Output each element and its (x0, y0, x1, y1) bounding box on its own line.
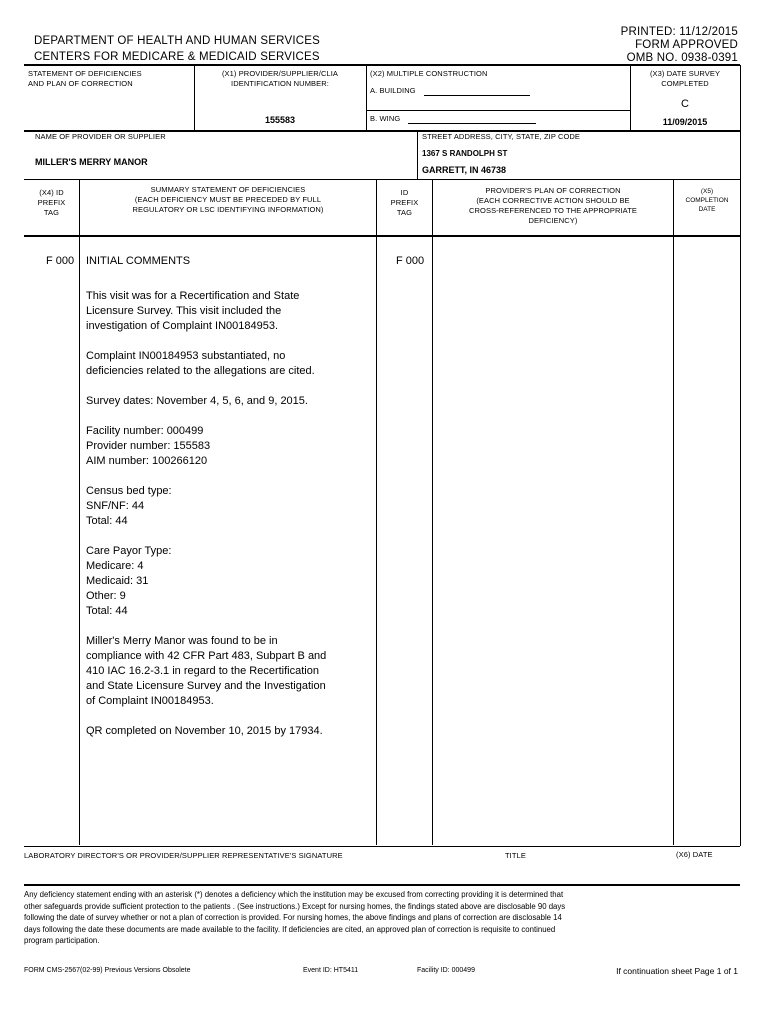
wing-label: B. WING (370, 114, 401, 123)
prefix-tag: F 000 (46, 255, 75, 267)
divider (673, 180, 674, 845)
department-name: DEPARTMENT OF HEALTH AND HUMAN SERVICES (34, 35, 320, 47)
provider-name: MILLER'S MERRY MANOR (35, 157, 148, 167)
x1-label: (X1) PROVIDER/SUPPLIER/CLIA IDENTIFICATION NUMBER: (221, 69, 339, 88)
summary-header: SUMMARY STATEMENT OF DEFICIENCIES (EACH DEFICIENCY MUST BE PRECEDED BY FULL REGULATORY OR LSC IDENTIFYING INFORMATION) (132, 185, 324, 214)
address-label: STREET ADDRESS, CITY, STATE, ZIP CODE (422, 132, 581, 141)
printed-date: PRINTED: 11/12/2015 (620, 26, 738, 38)
provider-name-label: NAME OF PROVIDER OR SUPPLIER (35, 132, 166, 141)
street-address: 1367 S RANDOLPH ST (422, 149, 508, 158)
divider (432, 180, 433, 845)
x5-header: (X5) COMPLETION DATE (685, 188, 729, 213)
omb-number: OMB NO. 0938-0391 (626, 52, 738, 64)
provider-number: 155583 (264, 115, 296, 125)
x6-date-label: (X6) DATE (676, 850, 713, 859)
rule (24, 846, 740, 847)
city-state-zip: GARRETT, IN 46738 (422, 165, 507, 175)
x4-header: (X4) ID PREFIX TAG (37, 188, 66, 217)
divider (79, 180, 80, 845)
divider (366, 65, 367, 131)
divider (376, 180, 377, 845)
top-border (24, 64, 740, 66)
divider (417, 131, 418, 179)
x3-label: (X3) DATE SURVEY COMPLETED (649, 69, 721, 88)
rule (24, 235, 740, 237)
survey-completed-date: 11/09/2015 (662, 117, 708, 127)
wing-blank (408, 123, 536, 124)
id-header: ID PREFIX TAG (390, 188, 419, 217)
building-blank (424, 95, 530, 96)
facility-id: Facility ID: 000499 (417, 967, 475, 974)
x3-code: C (681, 98, 689, 110)
form-approved: FORM APPROVED (635, 39, 738, 51)
rule (24, 179, 740, 180)
statement-label: STATEMENT OF DEFICIENCIES AND PLAN OF CORRECTION (28, 69, 142, 88)
event-id: Event ID: HT5411 (303, 967, 359, 974)
plan-header: PROVIDER'S PLAN OF CORRECTION (EACH CORRECTIVE ACTION SHOULD BE CROSS-REFERENCED TO THE APPROPRIATE DEFICIENCY) (469, 186, 637, 225)
right-border (740, 65, 741, 235)
signature-label: LABORATORY DIRECTOR'S OR PROVIDER/SUPPLIER REPRESENTATIVE'S SIGNATURE (24, 851, 343, 860)
centers-name: CENTERS FOR MEDICARE & MEDICAID SERVICES (34, 51, 320, 63)
building-label: A. BUILDING (370, 86, 416, 95)
disclaimer-text: Any deficiency statement ending with an asterisk (*) denotes a deficiency which the institution may be excused from correcting providing it is determined that other safeguards provide sufficient protection to the patients . (See instructions.) Except for nursing homes, the findings stated above are disclosable 90 days following the date of survey whether or not a plan of correction is provided. For nursing homes, the above findings and plans of correction are disclosable 14 days following the date these documents are made available to the facility. If deficiencies are cited, an approved plan of correction is requisite to continued program participation. (24, 890, 566, 945)
form-number: FORM CMS-2567(02-99) Previous Versions Obsolete (24, 967, 191, 974)
x2-label: (X2) MULTIPLE CONSTRUCTION (370, 69, 488, 78)
id-prefix-tag: F 000 (396, 255, 425, 267)
entry-body: This visit was for a Recertification and State Licensure Survey. This visit included the investigation of Complaint IN00184953. Complaint IN00184953 substantiated, no deficiencies related to the allegations are cited. Survey dates: November 4, 5, 6, and 9, 2015. Facility number: 000499 Provider number: 155583 AIM number: 100266120 Census bed type: SNF/NF: 44 Total: 44 Care Payor Type: Medicare: 4 Medicaid: 31 Other: 9 Total: 44 Miller's Merry Manor was found to be in compliance with 42 CFR Part 483, Subpart B and 410 IAC 16.2-3.1 in regard to the Recertification and State Licensure Survey and the Investigation of Complaint IN00184953. QR completed on November 10, 2015 by 17934. (86, 290, 327, 737)
rule (366, 110, 630, 111)
continuation-page: If continuation sheet Page 1 of 1 (616, 966, 738, 976)
entry-title: INITIAL COMMENTS (86, 255, 191, 267)
rule (24, 884, 740, 886)
right-border (740, 235, 741, 846)
title-label: TITLE (505, 851, 526, 860)
